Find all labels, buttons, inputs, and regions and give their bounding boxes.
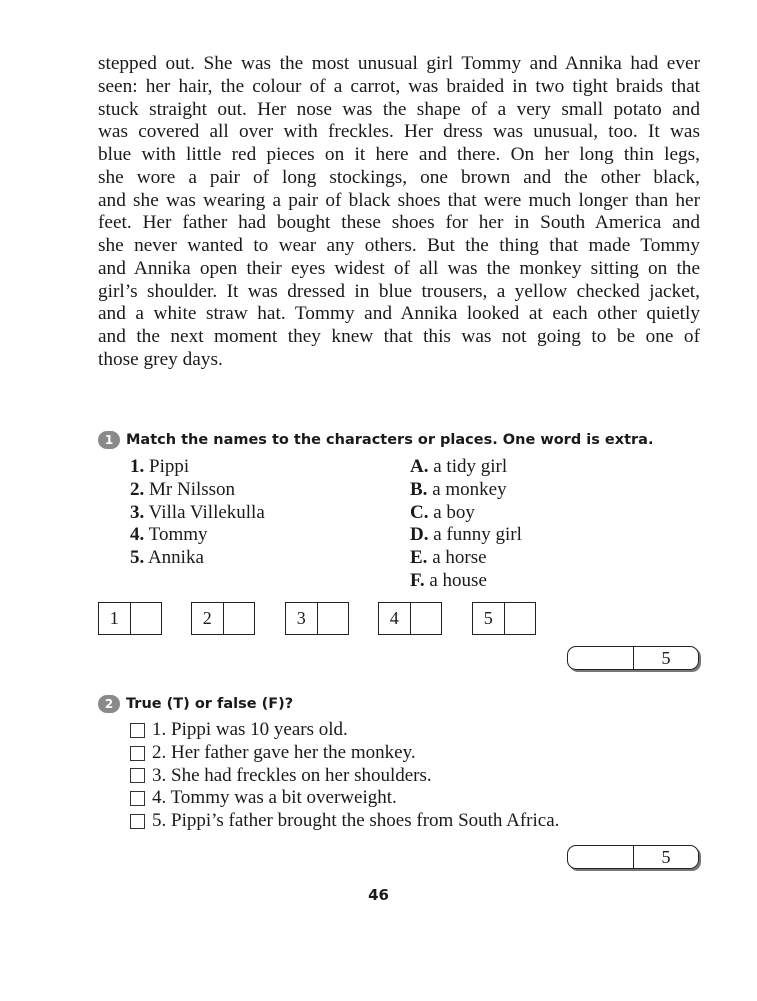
name-item: 5. Annika — [130, 547, 204, 568]
passage-line: those grey days. — [98, 348, 223, 370]
checkbox[interactable] — [130, 746, 145, 761]
checkbox[interactable] — [130, 791, 145, 806]
checkbox[interactable] — [130, 723, 145, 738]
score-input[interactable] — [568, 647, 634, 669]
score-max: 5 — [661, 846, 671, 867]
passage-line: stepped out. She was the most unusual girl Tommy and Annika had ever — [98, 53, 700, 74]
statement-item: 5. Pippi’s father brought the shoes from South Africa. — [130, 810, 559, 833]
checkbox[interactable] — [130, 768, 145, 783]
option-item: B. a monkey — [410, 478, 507, 500]
answer-input[interactable] — [411, 603, 442, 634]
passage-line: and a white straw hat. Tommy and Annika looked at each other quietly — [98, 303, 700, 325]
option-item: A. a tidy girl — [410, 456, 508, 477]
exercise-1-heading — [98, 431, 653, 449]
passage-line: feet. Her father had bought these shoes for her in South America and — [98, 212, 700, 234]
passage-line: seen: her hair, the colour of a carrot, was braided in two tight braids that — [98, 75, 700, 97]
checkbox[interactable] — [130, 814, 145, 829]
option-item: F. a house — [410, 569, 487, 591]
name-item: 1. Pippi — [130, 456, 190, 477]
statement-item: 1. Pippi was 10 years old. — [130, 719, 559, 742]
answer-input[interactable] — [224, 603, 255, 634]
exercise-2-heading — [98, 695, 293, 713]
score-input[interactable] — [568, 846, 634, 868]
answer-input[interactable] — [505, 603, 536, 634]
exercise-1-score-box — [567, 646, 699, 670]
passage-line: blue with little red pieces on it here and there. On her long thin legs, — [98, 144, 700, 165]
true-false-list — [130, 719, 559, 833]
passage-line: was covered all over with freckles. Her dress was unusual, too. It was — [98, 121, 700, 143]
statement-item: 2. Her father gave her the monkey. — [130, 742, 559, 765]
answer-box[interactable]: 1 — [98, 602, 162, 635]
passage-line: she wore a pair of long stockings, one brown and the other black, — [98, 166, 700, 188]
passage-line: and she was wearing a pair of black shoes that were much longer than her — [98, 189, 700, 211]
reading-passage — [98, 53, 700, 372]
answer-box[interactable]: 2 — [191, 602, 255, 635]
passage-line: stuck straight out. Her nose was the shape of a very small potato and — [98, 98, 700, 120]
option-item: E. a horse — [410, 547, 487, 568]
exercise-2-score-box — [567, 845, 699, 869]
answer-input[interactable] — [318, 603, 349, 634]
page-number: 46 — [368, 886, 389, 904]
option-item: C. a boy — [410, 501, 475, 523]
passage-line: girl’s shoulder. It was dressed in blue trousers, a yellow checked jacket, — [98, 280, 700, 302]
name-item: 3. Villa Villekulla — [130, 501, 265, 523]
statement-item: 4. Tommy was a bit overweight. — [130, 787, 559, 810]
names-list — [130, 456, 265, 570]
passage-line: and Annika open their eyes widest of all was the monkey sitting on the — [98, 257, 700, 279]
options-list — [410, 456, 522, 593]
name-item: 4. Tommy — [130, 524, 208, 546]
passage-line: and the next moment they knew that this was not going to be one of — [98, 326, 700, 347]
exercise-1-instruction: Match the names to the characters or places. One word is extra. — [126, 432, 654, 448]
answer-input[interactable] — [131, 603, 162, 634]
name-item: 2. Mr Nilsson — [130, 478, 236, 500]
passage-line: she never wanted to wear any others. But the thing that made Tommy — [98, 235, 700, 256]
answer-box[interactable]: 4 — [378, 602, 442, 635]
answer-box[interactable]: 5 — [472, 602, 536, 635]
answer-box[interactable]: 3 — [285, 602, 349, 635]
statement-item: 3. She had freckles on her shoulders. — [130, 765, 559, 788]
exercise-number-badge: 2 — [98, 695, 120, 713]
option-item: D. a funny girl — [410, 524, 522, 546]
exercise-number-badge: 1 — [98, 431, 120, 449]
score-max: 5 — [661, 647, 671, 668]
exercise-2-instruction: True (T) or false (F)? — [126, 696, 294, 712]
